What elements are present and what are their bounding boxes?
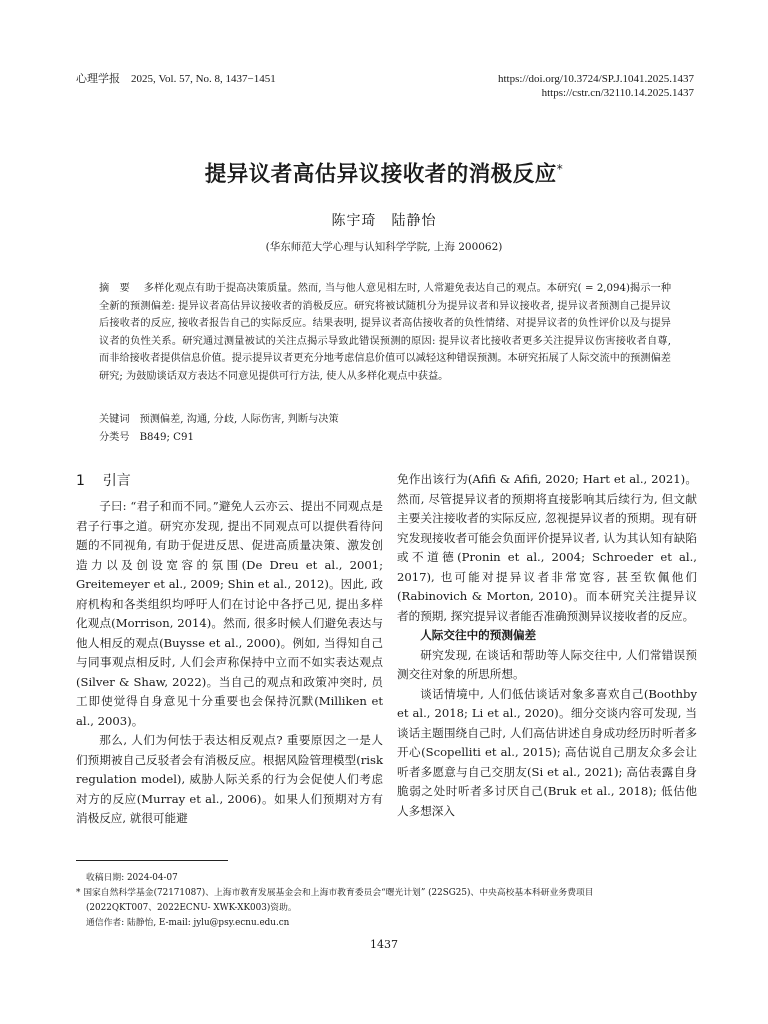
body-paragraph: 研究发现, 在谈话和帮助等人际交往中, 人们常错误预测交往对象的所思所想。 (397, 647, 697, 681)
title-footnote-mark: * (556, 161, 564, 176)
keywords-label: 关键词 (99, 414, 130, 425)
body-paragraph: 谈话情境中, 人们低估谈话对象多喜欢自己(Boothby et al., 2018; Li et al., 2020)。细分交谈内容可发现, 当谈话主题围绕自己时, 人们高估讲述自身成功经历时听者多开心(Scopelliti et al., 2015); 高估说自己朋友众多会让听者多愿意与自己交朋友(Si et al., 2021); 高估表露自身脆弱之处时听者多讨厌自己(Bruk et al., 2018); 低估他人多想深入 (397, 686, 697, 818)
page-number: 1437 (370, 938, 398, 951)
section-number: 1 (76, 473, 85, 489)
body-paragraph: 子曰: “君子和而不同。”避免人云亦云、提出不同观点是君子行事之道。研究亦发现, 提出不同观点可以提供看待问题的不同视角, 有助于促进反思、促进高质量决策、激发创造力以及创设宽容的氛围(De Dreu et al., 2001; Greitemeyer et al., 2009; Shin et al., 2012)。因此, 政府机构和各类组织均呼吁人们在讨论中各抒己见, 提出多样化观点(Morrison, 2014)。然而, 很多时候人们避免表达与他人相反的观点(Buysse et al., 2000)。例如, 当得知自己与同事观点相反时, 人们会声称保持中立而不如实表达观点(Silver & Shaw, 2022)。当自己的观点和政策冲突时, 员工即使觉得自身意见十分重要也会保持沉默(Milliken et al., 2003)。 (76, 499, 383, 728)
doi-link[interactable]: https://doi.org/10.3724/SP.J.1041.2025.1437 (498, 73, 694, 85)
right-column (397, 470, 697, 821)
journal-citation: 2025, Vol. 57, No. 8, 1437−1451 (131, 73, 276, 85)
keywords-text: 预测偏差, 沟通, 分歧, 人际伤害, 判断与决策 (139, 414, 339, 425)
section-title: 引言 (102, 473, 131, 489)
classification-text: B849; C91 (139, 432, 194, 443)
abstract-text: 多样化观点有助于提高决策质量。然而, 当与他人意见相左时, 人常避免表达自己的观点。本研究( = 2,094)揭示一种全新的预测偏差: 提异议者高估异议接收者的消极反应。研究将被试随机分为提异议者和异议接收者, 提异议者预测自己提异议后接收者的反应, 接收者报告自己的实际反应。结果表明, 提异议者高估接收者的负性情绪、对提异议者的负性评价以及与提异议者的负性关系。研究通过测量被试的关注点揭示导致此错误预测的原因: 提异议者比接收者更多关注提异议伤害接收者自尊, 而非给接收者提供信息价值。提示提异议者更充分地考虑信息价值可以减轻这种错误预测。本研究拓展了人际交流中的预测偏差研究; 为鼓励谈话双方表达不同意见提供可行方法, 使人从多样化观点中获益。 (99, 283, 672, 382)
classification-label: 分类号 (99, 432, 130, 443)
abstract-label: 摘 要 (99, 283, 130, 294)
title-text: 提异议者高估异议接收者的消极反应 (204, 162, 557, 187)
paper-title (0, 157, 768, 188)
corresponding-author: 通信作者: 陆静怡, E-mail: jylu@psy.ecnu.edu.cn (86, 918, 290, 928)
author-list: 陈宇琦 陆静怡 (331, 213, 437, 229)
left-column (76, 497, 383, 829)
body-paragraph: 免作出该行为(Afifi & Afifi, 2020; Hart et al., 2021)。然而, 尽管提异议者的预期将直接影响其后续行为, 但文献主要关注接收者的实际反应, 忽视提异议者的预期。现有研究发现接收者可能会负面评价提异议者, 认为其认知有缺陷或不道德(Pronin et al., 2004; Schroeder et al., 2017), 也可能对提异议者非常宽容, 甚至钦佩他们(Rabinovich & Morton, 2010)。而本研究关注提异议者的预期, 探究提异议者能否准确预测异议接收者的反应。 (397, 472, 697, 623)
received-date: 收稿日期: 2024-04-07 (86, 873, 178, 883)
subsection-heading: 人际交往中的预测偏差 (420, 628, 537, 642)
journal-name: 心理学报 (76, 73, 120, 85)
section-heading (76, 470, 131, 490)
footnotes (76, 871, 696, 931)
running-header-left (76, 72, 276, 86)
funding-note-continued: (2022QKT007、2022ECNU- XWK-XK003)资助。 (86, 903, 297, 913)
keywords (99, 410, 339, 425)
cstr-link[interactable]: https://cstr.cn/32110.14.2025.1437 (541, 87, 694, 99)
affiliation: (华东师范大学心理与认知科学学院, 上海 200062) (265, 241, 503, 253)
funding-note: * 国家自然科学基金(72171087)、上海市教育发展基金会和上海市教育委员会“曙光计划” (22SG25)、中央高校基本科研业务费项目 (76, 888, 594, 898)
body-paragraph: 那么, 人们为何怯于表达相反观点? 重要原因之一是人们预期被自己反驳者会有消极反应。根据风险管理模型(risk regulation model), 威胁人际关系的行为会促使人们考虑对方的反应(Murray et al., 2006)。如果人们预期对方有消极反应, 就很可能避 (76, 733, 383, 825)
classification (99, 428, 194, 443)
abstract (99, 280, 671, 385)
footnote-divider (76, 860, 228, 861)
running-header-right (498, 72, 694, 100)
